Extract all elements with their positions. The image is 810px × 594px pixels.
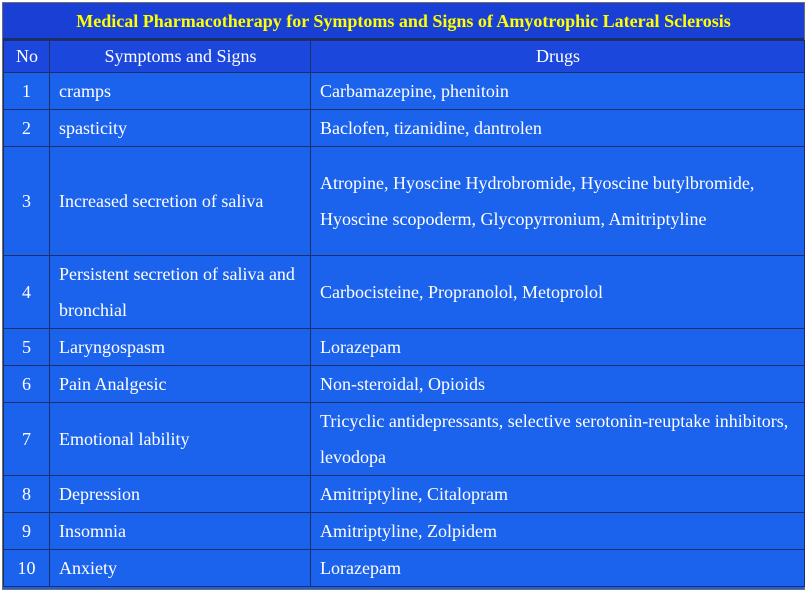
header-row	[4, 41, 805, 73]
row-number: 2	[4, 110, 50, 147]
row-number: 6	[4, 366, 50, 403]
header-no: No	[4, 41, 50, 73]
symptom-cell: Persistent secretion of saliva and bronchial	[50, 256, 311, 329]
symptom-cell: Increased secretion of saliva	[50, 147, 311, 256]
table-row	[4, 256, 805, 329]
drugs-cell: Baclofen, tizanidine, dantrolen	[311, 110, 805, 147]
table-row	[4, 513, 805, 550]
symptom-cell: spasticity	[50, 110, 311, 147]
table-row	[4, 329, 805, 366]
table-row	[4, 550, 805, 587]
table-title: Medical Pharmacotherapy for Symptoms and Signs of Amyotrophic Lateral Sclerosis	[3, 3, 804, 40]
drugs-cell: Carbocisteine, Propranolol, Metoprolol	[311, 256, 805, 329]
table-row	[4, 476, 805, 513]
drugs-cell: Atropine, Hyoscine Hydrobromide, Hyoscine butylbromide, Hyoscine scopoderm, Glycopyrronium, Amitriptyline	[311, 147, 805, 256]
symptom-cell: Laryngospasm	[50, 329, 311, 366]
slide-frame	[2, 2, 805, 590]
row-number: 1	[4, 73, 50, 110]
row-number: 5	[4, 329, 50, 366]
symptom-cell: Depression	[50, 476, 311, 513]
symptom-cell: Pain Analgesic	[50, 366, 311, 403]
row-number: 7	[4, 403, 50, 476]
pharmacotherapy-table	[3, 40, 805, 587]
drugs-cell: Lorazepam	[311, 329, 805, 366]
symptom-cell: Emotional lability	[50, 403, 311, 476]
drugs-cell: Amitriptyline, Zolpidem	[311, 513, 805, 550]
drugs-cell: Non-steroidal, Opioids	[311, 366, 805, 403]
drugs-cell: Carbamazepine, phenitoin	[311, 73, 805, 110]
table-row	[4, 366, 805, 403]
drugs-cell: Amitriptyline, Citalopram	[311, 476, 805, 513]
table-row	[4, 403, 805, 476]
row-number: 3	[4, 147, 50, 256]
row-number: 10	[4, 550, 50, 587]
table-row	[4, 147, 805, 256]
table-row	[4, 110, 805, 147]
row-number: 9	[4, 513, 50, 550]
symptom-cell: Insomnia	[50, 513, 311, 550]
drugs-cell: Tricyclic antidepressants, selective serotonin-reuptake inhibitors, levodopa	[311, 403, 805, 476]
drugs-cell: Lorazepam	[311, 550, 805, 587]
header-drugs: Drugs	[311, 41, 805, 73]
symptom-cell: cramps	[50, 73, 311, 110]
row-number: 8	[4, 476, 50, 513]
row-number: 4	[4, 256, 50, 329]
header-symptoms: Symptoms and Signs	[50, 41, 311, 73]
table-row	[4, 73, 805, 110]
symptom-cell: Anxiety	[50, 550, 311, 587]
